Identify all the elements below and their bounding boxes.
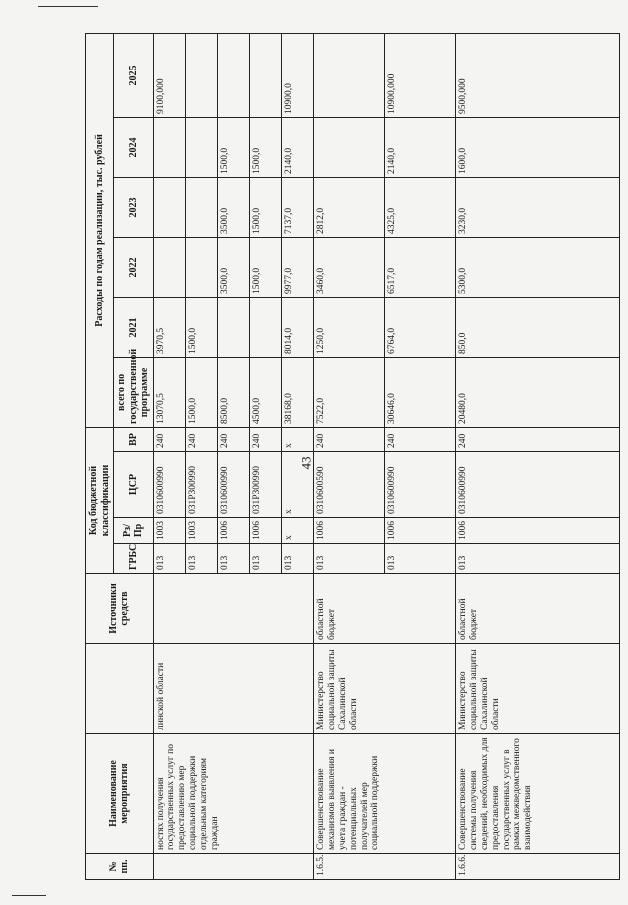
header-budget-group: Код бюджетной классификации	[86, 427, 114, 573]
y2025-cell	[249, 33, 281, 117]
page-number: 43	[298, 456, 314, 470]
rzpr-cell: 1006	[384, 518, 455, 544]
header-year-2022: 2022	[114, 237, 154, 297]
vr-cell: 240	[153, 427, 185, 451]
y2022-cell: 3500,0	[217, 237, 249, 297]
row-num	[153, 854, 313, 880]
table-row	[153, 33, 185, 879]
rzpr-cell: 1003	[153, 518, 185, 544]
y2022-cell: 5300,0	[455, 237, 619, 297]
y2022-cell: 3460,0	[313, 237, 384, 297]
funding-source: областной бюджет	[313, 574, 455, 644]
rzpr-cell: x	[281, 518, 313, 544]
funding-source	[153, 574, 313, 644]
grbs-cell: 013	[185, 544, 217, 574]
activity-name: Совершенствование системы получения сведений, необходимых для предоставления государственных услуг в рамках межведомственного взаимодействия	[455, 734, 619, 854]
grbs-cell: 013	[281, 544, 313, 574]
vr-cell: 240	[217, 427, 249, 451]
table-row	[455, 33, 619, 879]
header-year-2025: 2025	[114, 33, 154, 117]
scan-artifact	[12, 895, 46, 896]
header-csr: ЦСР	[114, 452, 154, 518]
header-exec	[86, 644, 154, 734]
y2025-cell	[217, 33, 249, 117]
y2023-cell: 3230,0	[455, 177, 619, 237]
budget-table	[85, 33, 620, 880]
rzpr-cell: 1006	[313, 518, 384, 544]
vr-cell: 240	[455, 427, 619, 451]
y2024-cell: 1500,0	[217, 117, 249, 177]
y2023-cell: 1500,0	[249, 177, 281, 237]
y2023-cell: 7137,0	[281, 177, 313, 237]
total-cell: 20480,0	[455, 357, 619, 427]
y2024-cell	[185, 117, 217, 177]
total-cell: 38168,0	[281, 357, 313, 427]
total-cell: 7522,0	[313, 357, 384, 427]
csr-cell: 0310600990	[217, 452, 249, 518]
header-num: № пп.	[86, 854, 154, 880]
total-cell: 8500,0	[217, 357, 249, 427]
y2024-cell	[153, 117, 185, 177]
y2021-cell	[249, 297, 281, 357]
csr-cell: 0310600990	[384, 452, 455, 518]
y2021-cell: 6764,0	[384, 297, 455, 357]
csr-cell: 0310600590	[313, 452, 384, 518]
y2021-cell: 1250,0	[313, 297, 384, 357]
executor: Министерство социальной защиты Сахалинской области	[455, 644, 619, 734]
csr-cell: x	[281, 452, 313, 518]
rzpr-cell: 1006	[249, 518, 281, 544]
y2023-cell: 3500,0	[217, 177, 249, 237]
y2022-cell	[153, 237, 185, 297]
rzpr-cell: 1003	[185, 518, 217, 544]
activity-name: Совершенствование механизмов выявления и учета граждан - потенциальных получателей мер социальной поддержки	[313, 734, 455, 854]
grbs-cell: 013	[384, 544, 455, 574]
grbs-cell: 013	[313, 544, 384, 574]
grbs-cell: 013	[153, 544, 185, 574]
y2023-cell: 4325,0	[384, 177, 455, 237]
header-rzpr: Рз/Пр	[114, 518, 154, 544]
header-year-2021: 2021	[114, 297, 154, 357]
activity-name: ностях получения государственных услуг по предоставлению мер социальной поддержки отдельным категориям граждан	[153, 734, 313, 854]
header-source: Источники средств	[86, 574, 154, 644]
grbs-cell: 013	[455, 544, 619, 574]
scan-artifact	[38, 6, 98, 7]
y2024-cell: 1600,0	[455, 117, 619, 177]
grbs-cell: 013	[249, 544, 281, 574]
vr-cell: 240	[249, 427, 281, 451]
grbs-cell: 013	[217, 544, 249, 574]
y2023-cell: 2812,0	[313, 177, 384, 237]
total-cell: 13070,5	[153, 357, 185, 427]
header-exp-group: Расходы по годам реализации, тыс. рублей	[86, 33, 114, 427]
y2021-cell: 8014,0	[281, 297, 313, 357]
csr-cell: 0310600990	[455, 452, 619, 518]
rotated-page	[85, 54, 620, 880]
y2024-cell: 2140,0	[384, 117, 455, 177]
y2022-cell: 1500,0	[249, 237, 281, 297]
total-cell: 4500,0	[249, 357, 281, 427]
row-num: 1.6.5.	[313, 854, 455, 880]
total-cell: 1500,0	[185, 357, 217, 427]
csr-cell: 031P300990	[185, 452, 217, 518]
y2022-cell: 9977,0	[281, 237, 313, 297]
vr-cell: 240	[185, 427, 217, 451]
y2025-cell: 9100,000	[153, 33, 185, 117]
y2025-cell: 10900,000	[384, 33, 455, 117]
csr-cell: 031P300990	[249, 452, 281, 518]
csr-cell: 0310600990	[153, 452, 185, 518]
header-grbs: ГРБС	[114, 544, 154, 574]
y2022-cell: 6517,0	[384, 237, 455, 297]
y2025-cell	[313, 33, 384, 117]
table-row	[313, 33, 384, 879]
y2025-cell: 10900,0	[281, 33, 313, 117]
y2025-cell	[185, 33, 217, 117]
y2021-cell	[217, 297, 249, 357]
executor: Министерство социальной защиты Сахалинской области	[313, 644, 455, 734]
y2024-cell: 2140,0	[281, 117, 313, 177]
vr-cell: 240	[313, 427, 384, 451]
header-year-2023: 2023	[114, 177, 154, 237]
y2022-cell	[185, 237, 217, 297]
header-name: Наименование мероприятия	[86, 734, 154, 854]
rzpr-cell: 1006	[455, 518, 619, 544]
funding-source: областной бюджет	[455, 574, 619, 644]
executor: линской области	[153, 644, 313, 734]
y2025-cell: 9500,000	[455, 33, 619, 117]
header-vr: ВР	[114, 427, 154, 451]
row-num: 1.6.6.	[455, 854, 619, 880]
y2021-cell: 3970,5	[153, 297, 185, 357]
vr-cell: 240	[384, 427, 455, 451]
header-total: всего по государственной программе	[114, 357, 154, 427]
rzpr-cell: 1006	[217, 518, 249, 544]
vr-cell: x	[281, 427, 313, 451]
total-cell: 30646,0	[384, 357, 455, 427]
y2021-cell: 850,0	[455, 297, 619, 357]
y2023-cell	[153, 177, 185, 237]
header-year-2024: 2024	[114, 117, 154, 177]
y2023-cell	[185, 177, 217, 237]
y2021-cell: 1500,0	[185, 297, 217, 357]
y2024-cell: 1500,0	[249, 117, 281, 177]
y2024-cell	[313, 117, 384, 177]
